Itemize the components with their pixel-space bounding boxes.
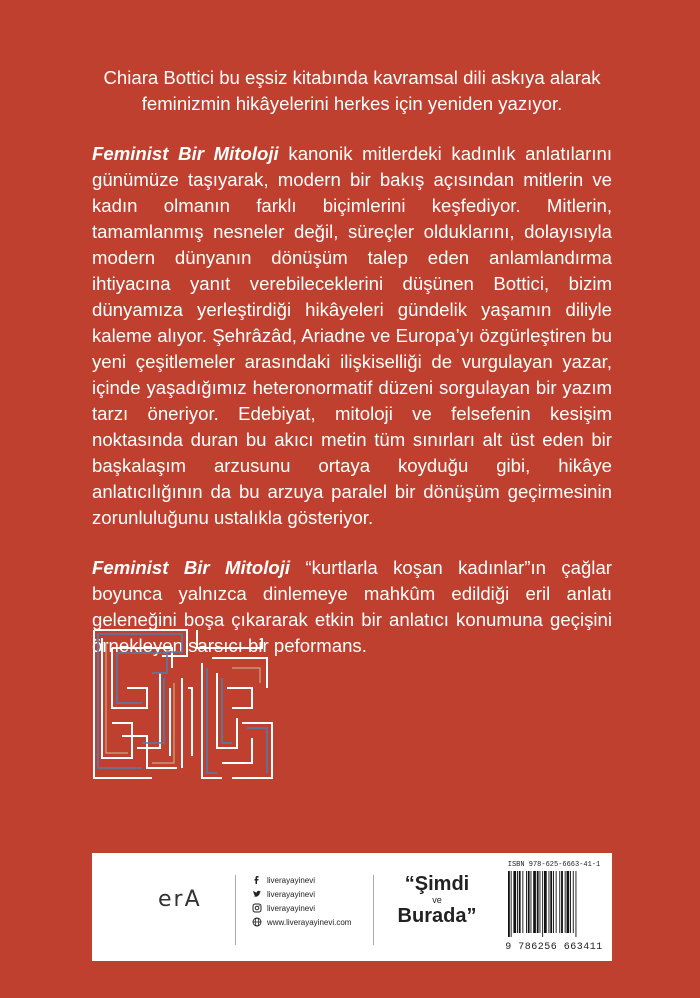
barcode-bar xyxy=(570,871,571,933)
back-cover-text xyxy=(92,65,612,683)
barcode-bar xyxy=(550,871,552,933)
series-logo-line-3: Burada” xyxy=(397,905,477,927)
barcode-bar xyxy=(519,871,521,933)
barcode-bar xyxy=(559,871,560,933)
description-paragraph xyxy=(92,141,612,531)
instagram-icon xyxy=(252,903,262,913)
barcode-bar xyxy=(573,871,574,933)
barcode-bar xyxy=(531,871,532,933)
divider xyxy=(235,875,236,945)
social-instagram-label: liverayayinevi xyxy=(267,903,316,913)
barcode-bar xyxy=(567,871,570,933)
maze-illustration xyxy=(92,628,278,786)
footer-bar xyxy=(92,853,612,961)
description-text: kanonik mitlerdeki kadınlık anlatılarını günümüze taşıyarak, modern bir bakış açısından mitlerin ve kadın olmanın farklı biçimlerini keşfediyor. Mitlerin, tamamlanmış nesneler değil, süreçler olduklarını, dolayısıyla modern dünyanın dönüşüm talep eden anlamlandırma ihtiyacına yanıt verebileceklerini düşünen Bottici, bizim dünyamıza yerleştirdiği hikâyeleri gündelik yaşamın diliyle kaleme alıyor. Şehrâzâd, Ariadne ve Europa’yı özgürleştiren bu yeni çeşitlemeler arasındaki ilişkiselliği de vurgulayan yazar, içinde yaşadığımız heteronormatif düzeni sorgulayan bir yazım tarzı öneriyor. Edebiyat, mitoloji ve felsefenin kesişim noktasında duran bu akıcı metin tüm sınırları alt üst eden bir başkalaşım arzusunu ortaya koyduğu gibi, hikâye anlatıcılığının da bu arzuya paralel bir dönüşüm geçirmesinin zorunluluğunu ustalıkla gösteriyor. xyxy=(92,143,612,528)
barcode-bar xyxy=(553,871,554,933)
barcode-bar xyxy=(513,871,516,933)
barcode-bar xyxy=(533,871,536,933)
facebook-icon xyxy=(252,875,262,885)
social-facebook-label: liverayayinevi xyxy=(267,875,316,885)
intro-line-2: feminizmin hikâyelerini herkes için yeniden yazıyor. xyxy=(141,93,563,114)
series-logo-line-2: ve xyxy=(432,895,442,905)
barcode-bar xyxy=(508,871,510,937)
barcode-bars xyxy=(504,869,604,937)
book-title: Feminist Bir Mitoloji xyxy=(92,557,291,578)
globe-icon xyxy=(252,917,262,927)
social-instagram[interactable] xyxy=(252,901,351,915)
social-website[interactable] xyxy=(252,915,351,929)
book-title: Feminist Bir Mitoloji xyxy=(92,143,279,164)
barcode-number: 9 786256 663411 xyxy=(505,942,603,953)
social-facebook[interactable] xyxy=(252,873,351,887)
intro-paragraph xyxy=(92,65,612,117)
isbn-label: ISBN 978-625-6663-41-1 xyxy=(507,861,601,869)
barcode-bar xyxy=(537,871,539,933)
barcode-bar xyxy=(540,871,541,933)
intro-line-1: Chiara Bottici bu eşsiz kitabında kavramsal dili askıya alarak xyxy=(103,67,601,88)
barcode xyxy=(504,861,604,955)
closing-text: “kurtlarla koşan kadınlar”ın çağlar boyunca yalnızca dinlemeye mahkûm edildiği eril anlatı geleneğini boşa çıkararak etkin bir anlatıcı konumuna geçişini örnekleyen sarsıcı bir peformans. xyxy=(92,557,612,656)
series-logo xyxy=(382,873,492,927)
publisher-logo: erA xyxy=(158,887,202,912)
divider xyxy=(373,875,374,945)
social-links xyxy=(252,873,351,929)
series-logo-line-1: “Şimdi xyxy=(404,873,470,895)
barcode-bar xyxy=(549,871,550,933)
twitter-icon xyxy=(252,889,262,899)
barcode-bar xyxy=(556,871,557,933)
barcode-bar xyxy=(517,871,518,933)
barcode-bar xyxy=(522,871,523,933)
barcode-bar xyxy=(576,871,577,937)
social-website-label: www.liverayayinevi.com xyxy=(267,917,352,927)
social-twitter-label: liverayayinevi xyxy=(267,889,316,899)
barcode-bar xyxy=(528,871,530,933)
barcode-bar xyxy=(542,871,543,937)
barcode-bar xyxy=(511,871,512,937)
barcode-bar xyxy=(544,871,547,933)
barcode-bar xyxy=(561,871,563,933)
social-twitter[interactable] xyxy=(252,887,351,901)
barcode-bar xyxy=(526,871,527,933)
barcode-bar xyxy=(565,871,566,933)
